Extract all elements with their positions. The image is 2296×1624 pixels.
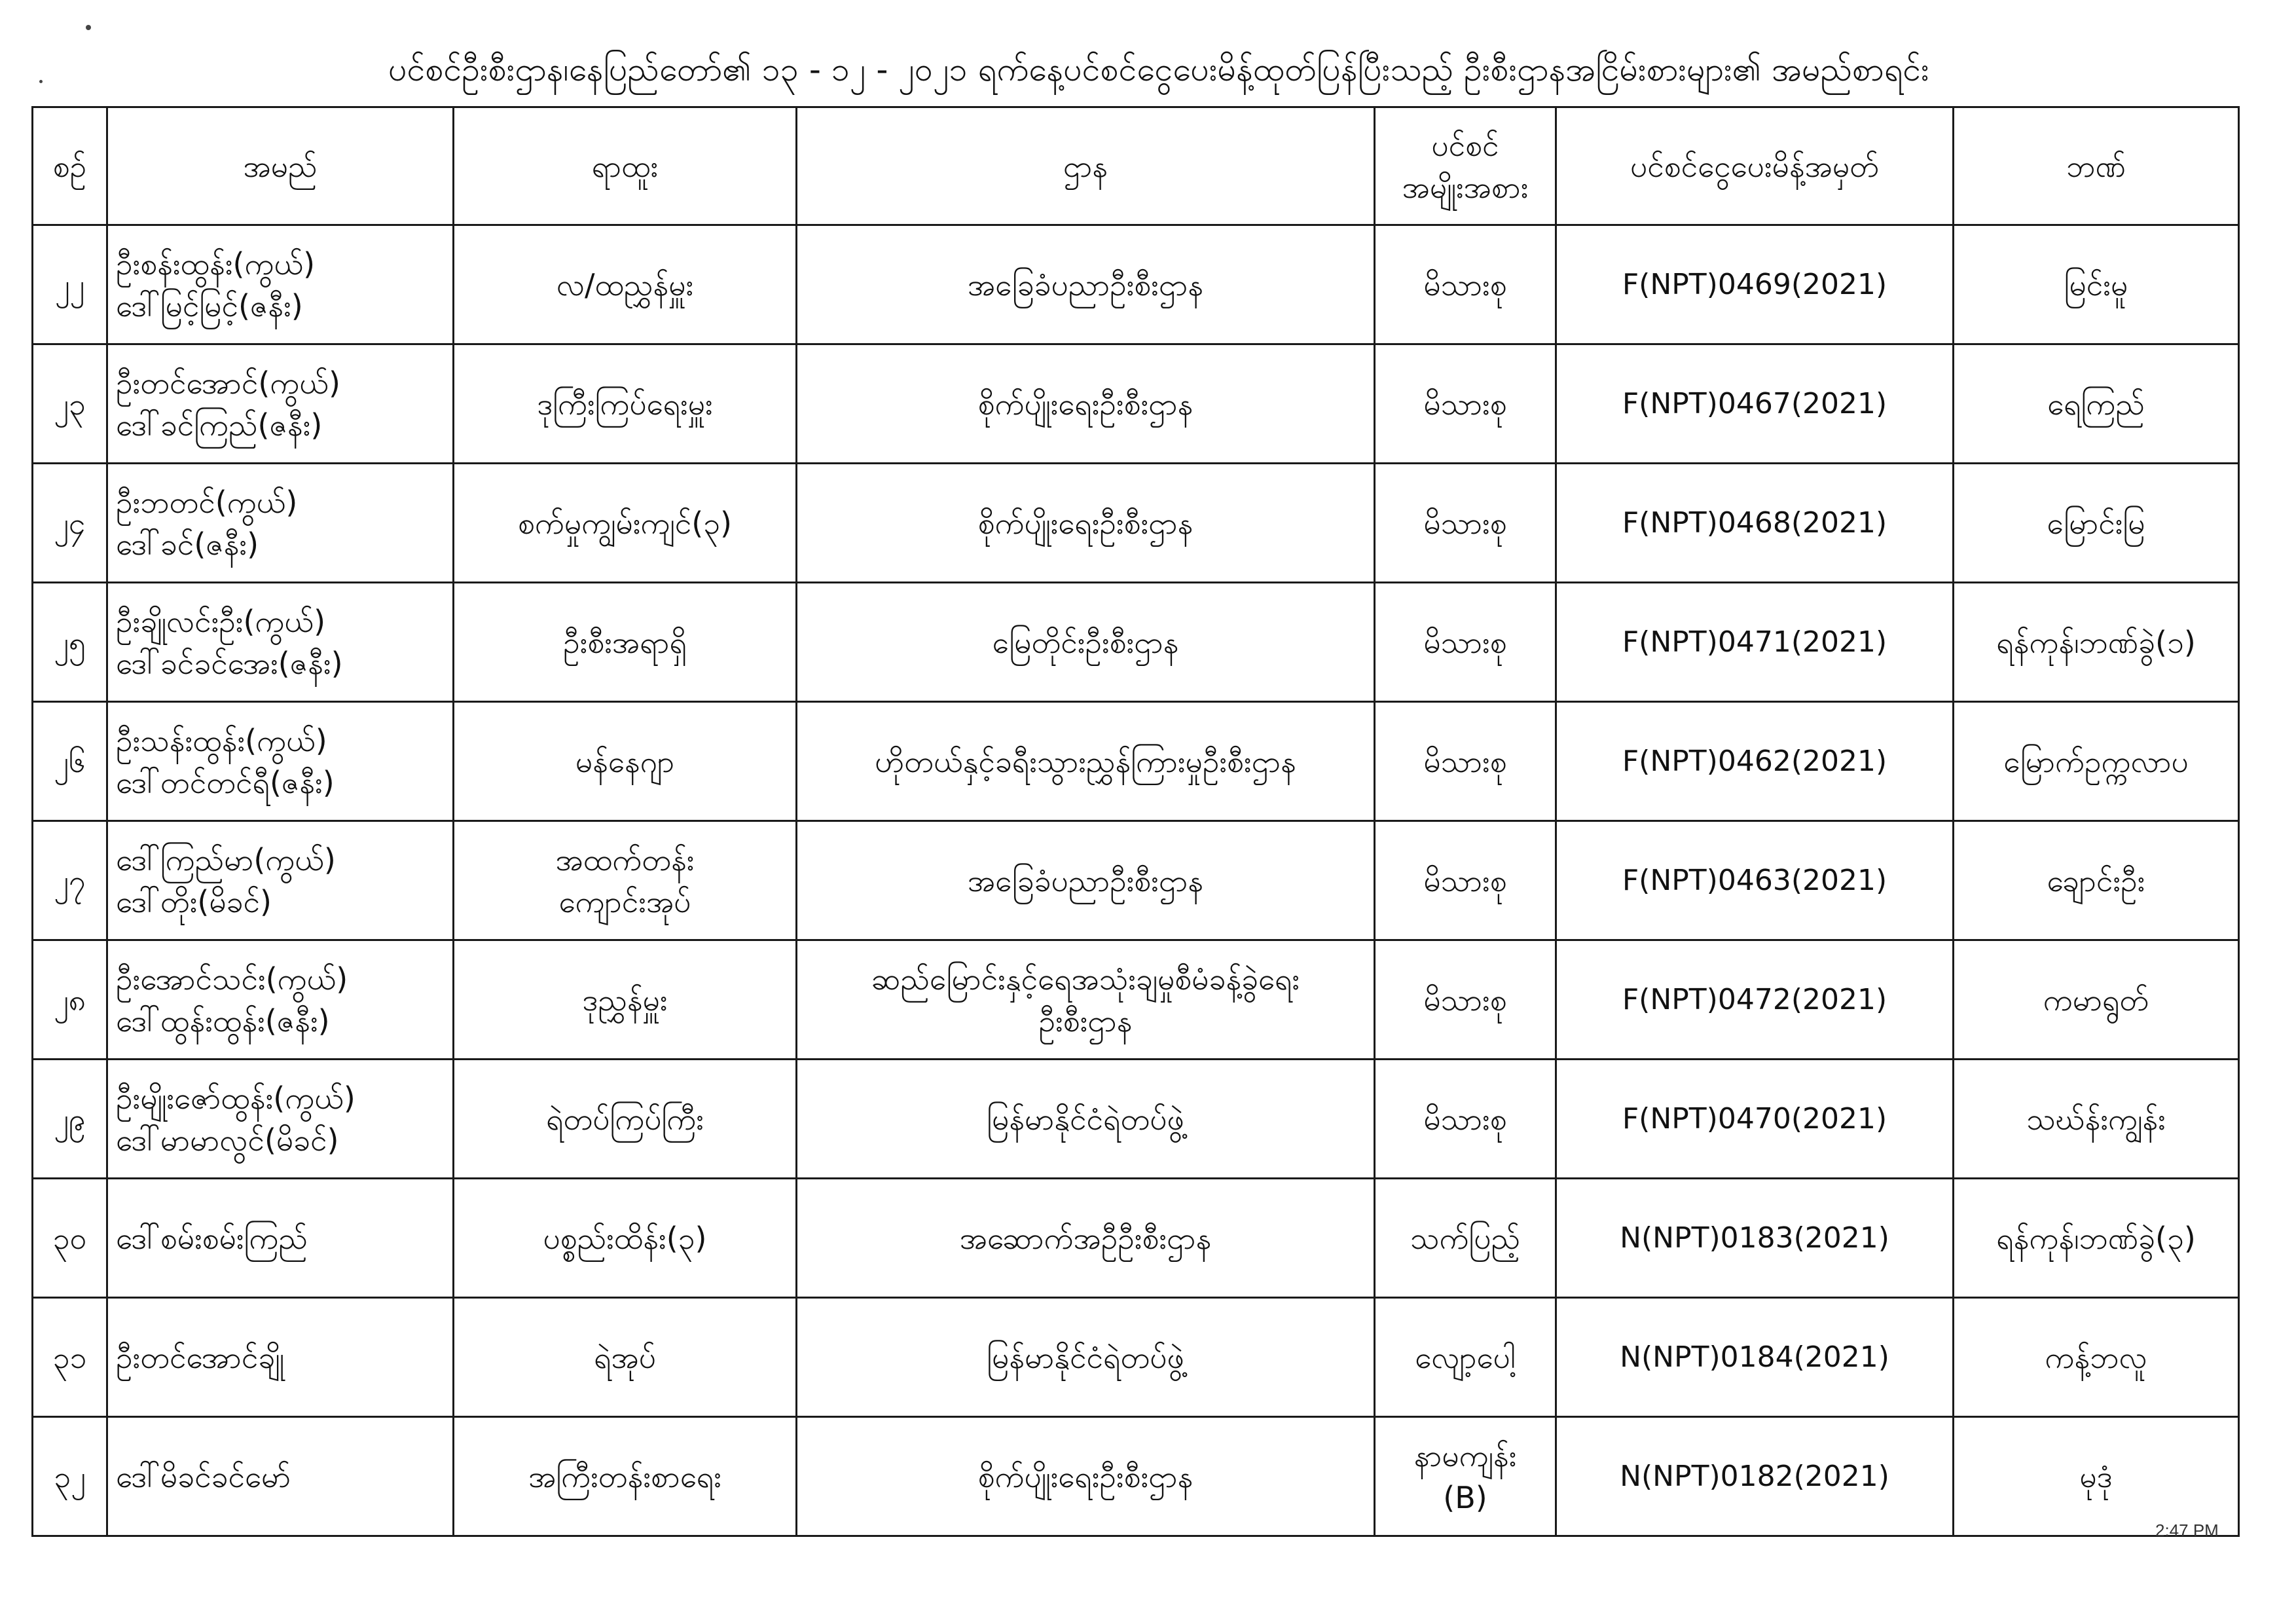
rank-cell (454, 702, 797, 821)
department-line: စိုက်ပျိုးရေးဦးစီးဌာန (977, 505, 1194, 541)
rank-cell (454, 344, 797, 464)
name-cell (107, 1060, 454, 1179)
order-no-cell (1556, 1060, 1954, 1179)
rank-line: အကြီးတန်းစာရေး (528, 1458, 721, 1494)
pension-type-cell (1375, 1298, 1556, 1417)
table-body (33, 225, 2239, 1536)
rank-line: လ/ထညွှန်မှူး (556, 267, 694, 303)
header-pension-type (1375, 107, 1556, 225)
order-no-text: F(NPT)0472(2021) (1622, 982, 1887, 1016)
header-pension-type-line-2: အမျိုးအစား (1402, 169, 1529, 205)
rank-cell (454, 821, 797, 940)
row-number (33, 464, 107, 583)
rank-cell (454, 583, 797, 702)
order-no-cell (1556, 1298, 1954, 1417)
table-row (33, 225, 2239, 344)
row-number (33, 1179, 107, 1298)
row-number-text: ၂၅ (54, 624, 86, 660)
order-no-cell (1556, 1417, 1954, 1536)
name-line: ဒေါ်ခင်(ဇနီး) (116, 526, 259, 562)
rank-line: ကျောင်းအုပ် (558, 883, 691, 919)
pension-type-line: မိသားစု (1423, 982, 1507, 1018)
bank-text: ချောင်းဦး (2047, 862, 2145, 898)
bank-cell (1954, 1179, 2239, 1298)
rank-line: မန်နေဂျာ (575, 743, 675, 779)
table-row (33, 821, 2239, 940)
department-line: ဦးစီးဌာန (1038, 1003, 1133, 1039)
row-number (33, 344, 107, 464)
bank-text: မုဒုံ (2079, 1458, 2113, 1494)
pension-type-cell (1375, 821, 1556, 940)
order-no-text: F(NPT)0468(2021) (1622, 506, 1887, 540)
name-line: ဦးသန်းထွန်း(ကွယ်) (116, 722, 327, 758)
bank-cell (1954, 702, 2239, 821)
pension-type-line: မိသားစု (1423, 267, 1507, 303)
name-cell (107, 821, 454, 940)
order-no-text: N(NPT)0183(2021) (1620, 1221, 1889, 1255)
department-line: အဆောက်အဦဦးစီးဌာန (959, 1220, 1212, 1256)
header-order-no: ပင်စင်ငွေပေးမိန့်အမှတ် (1556, 107, 1954, 225)
name-line: ဦးဘတင်(ကွယ်) (116, 484, 298, 520)
order-no-text: F(NPT)0462(2021) (1622, 744, 1887, 778)
pension-type-line: မိသားစု (1423, 862, 1507, 898)
department-cell (797, 225, 1375, 344)
name-cell (107, 464, 454, 583)
department-cell (797, 1179, 1375, 1298)
pension-type-line: နာမကျန်း (1413, 1437, 1517, 1473)
row-number (33, 1060, 107, 1179)
row-number (33, 1417, 107, 1536)
name-cell (107, 225, 454, 344)
department-line: မြန်မာနိုင်ငံရဲတပ်ဖွဲ့ (987, 1101, 1184, 1137)
bank-text: မြင်းမူ (2064, 267, 2128, 303)
name-line: ဒေါ်မြင့်မြင့်(ဇနီး) (116, 287, 303, 323)
header-department: ဌာန (797, 107, 1375, 225)
name-line: ဒေါ်တိုး(မိခင်) (116, 883, 272, 919)
order-no-text: N(NPT)0182(2021) (1620, 1459, 1889, 1493)
name-line: ဒေါ်မာမာလွင်(မိခင်) (116, 1122, 339, 1158)
rank-cell (454, 1417, 797, 1536)
department-cell (797, 1417, 1375, 1536)
order-no-text: F(NPT)0470(2021) (1622, 1101, 1887, 1135)
header-rank: ရာထူး (454, 107, 797, 225)
bank-cell (1954, 940, 2239, 1060)
table-row (33, 583, 2239, 702)
department-cell (797, 1298, 1375, 1417)
table-header-row (33, 107, 2239, 225)
pension-type-line: မိသားစု (1423, 624, 1507, 660)
row-number-text: ၂၉ (54, 1101, 86, 1137)
pension-type-cell (1375, 344, 1556, 464)
pension-type-cell (1375, 225, 1556, 344)
row-number (33, 940, 107, 1060)
name-line: ဒေါ်မိခင်ခင်မော် (116, 1458, 291, 1494)
pension-type-line: မိသားစု (1423, 505, 1507, 541)
table-row (33, 940, 2239, 1060)
department-cell (797, 464, 1375, 583)
pension-type-line: သက်ပြည့် (1410, 1220, 1520, 1256)
document-title: ပင်စင်ဦးစီးဌာန၊နေပြည်တော်၏ ၁၃ - ၁၂ - ၂၀၂၁ ရက်နေ့ပင်စင်ငွေပေးမိန့်ထုတ်ပြန်ပြီးသည့် ဦးစီးဌာနအငြိမ်းစားများ၏ အမည်စာရင်း (388, 50, 1929, 88)
table-row (33, 1417, 2239, 1536)
bank-cell (1954, 225, 2239, 344)
name-line: ဒေါ်ခင်ကြည်(ဇနီး) (116, 407, 323, 443)
department-line: စိုက်ပျိုးရေးဦးစီးဌာန (977, 1458, 1194, 1494)
name-cell (107, 1298, 454, 1417)
table-row (33, 344, 2239, 464)
name-line: ဒေါ်တင်တင်ရီ(ဇနီး) (116, 764, 335, 800)
order-no-cell (1556, 344, 1954, 464)
scan-timestamp: 2:47 PM (2155, 1521, 2219, 1540)
row-number-text: ၂၆ (54, 743, 86, 779)
order-no-cell (1556, 821, 1954, 940)
name-line: ဦးအောင်သင်း(ကွယ်) (116, 961, 348, 997)
rank-cell (454, 1060, 797, 1179)
bank-text: ကန့်ဘလူ (2045, 1339, 2147, 1375)
order-no-cell (1556, 464, 1954, 583)
rank-line: စက်မှုကျွမ်းကျင်(၃) (518, 505, 732, 541)
bank-text: မြောင်းမြ (2047, 505, 2145, 541)
rank-line: ဦးစီးအရာရှိ (563, 624, 687, 660)
pension-type-line: မိသားစု (1423, 1101, 1507, 1137)
order-no-text: F(NPT)0471(2021) (1622, 625, 1887, 659)
bank-text: သဃ်န်းကျွန်း (2026, 1101, 2166, 1137)
pension-type-cell (1375, 702, 1556, 821)
bank-text: ရန်ကုန်၊ဘဏ်ခွဲ(၃) (1996, 1220, 2196, 1256)
pension-type-cell (1375, 1179, 1556, 1298)
bank-cell (1954, 344, 2239, 464)
order-no-text: F(NPT)0467(2021) (1622, 386, 1887, 420)
pension-type-line: (B) (1443, 1479, 1487, 1515)
pension-roster-table (31, 106, 2240, 1537)
order-no-text: F(NPT)0463(2021) (1622, 863, 1887, 897)
scan-speck (86, 25, 91, 30)
name-line: ဦးမျိုးဇော်ထွန်း(ကွယ်) (116, 1080, 355, 1116)
rank-cell (454, 225, 797, 344)
department-cell (797, 583, 1375, 702)
row-number (33, 583, 107, 702)
department-cell (797, 821, 1375, 940)
name-line: ဦးစန်းထွန်း(ကွယ်) (116, 246, 316, 282)
order-no-text: F(NPT)0469(2021) (1622, 267, 1887, 301)
pension-type-line: မိသားစု (1423, 386, 1507, 422)
pension-type-line: လျော့ပေါ့ (1415, 1339, 1516, 1375)
name-line: ဦးတင်အောင်ချို (116, 1339, 285, 1375)
table-row (33, 702, 2239, 821)
pension-type-line: မိသားစု (1423, 743, 1507, 779)
name-line: ဦးချိုလင်းဦး(ကွယ်) (116, 603, 326, 639)
department-line: စိုက်ပျိုးရေးဦးစီးဌာန (977, 386, 1194, 422)
name-line: ဒေါ်ထွန်းထွန်း(ဇနီး) (116, 1003, 330, 1039)
bank-cell (1954, 821, 2239, 940)
row-number-text: ၂၈ (54, 982, 86, 1018)
rank-cell (454, 464, 797, 583)
row-number-text: ၃၀ (52, 1220, 87, 1256)
rank-cell (454, 1179, 797, 1298)
order-no-cell (1556, 940, 1954, 1060)
rank-line: ဒုကြီးကြပ်ရေးမှူး (537, 386, 713, 422)
rank-line: ရဲတပ်ကြပ်ကြီး (546, 1101, 704, 1137)
bank-cell (1954, 464, 2239, 583)
bank-cell (1954, 1417, 2239, 1536)
bank-cell (1954, 1060, 2239, 1179)
name-cell (107, 1179, 454, 1298)
department-line: အခြေခံပညာဦးစီးဌာန (967, 862, 1204, 898)
name-line: ဒေါ်ကြည်မာ(ကွယ်) (116, 841, 336, 877)
bank-text: ရေကြည် (2047, 386, 2145, 422)
row-number (33, 225, 107, 344)
rank-cell (454, 940, 797, 1060)
department-cell (797, 940, 1375, 1060)
department-line: အခြေခံပညာဦးစီးဌာန (967, 267, 1204, 303)
bank-text: ကမာရွတ် (2043, 982, 2149, 1018)
order-no-cell (1556, 583, 1954, 702)
row-number-text: ၂၄ (54, 505, 86, 541)
row-number (33, 702, 107, 821)
name-cell (107, 940, 454, 1060)
department-cell (797, 1060, 1375, 1179)
name-line: ဒေါ်စမ်းစမ်းကြည် (116, 1220, 308, 1256)
row-number (33, 821, 107, 940)
row-number-text: ၂၇ (54, 862, 86, 898)
bank-text: ရန်ကုန်၊ဘဏ်ခွဲ(၁) (1996, 624, 2196, 660)
scan-speck (39, 80, 43, 83)
pension-type-cell (1375, 1417, 1556, 1536)
header-bank: ဘဏ် (1954, 107, 2239, 225)
bank-cell (1954, 1298, 2239, 1417)
bank-cell (1954, 583, 2239, 702)
row-number-text: ၂၂ (54, 267, 85, 303)
pension-type-cell (1375, 1060, 1556, 1179)
pension-type-cell (1375, 940, 1556, 1060)
rank-cell (454, 1298, 797, 1417)
header-no: စဉ် (33, 107, 107, 225)
name-line: ဒေါ်ခင်ခင်အေး(ဇနီး) (116, 645, 343, 681)
name-line: ဦးတင်အောင်(ကွယ်) (116, 365, 340, 401)
department-line: မြေတိုင်းဦးစီးဌာန (992, 624, 1179, 660)
department-cell (797, 344, 1375, 464)
table-row (33, 1060, 2239, 1179)
order-no-text: N(NPT)0184(2021) (1620, 1340, 1889, 1374)
row-number-text: ၃၂ (54, 1458, 86, 1494)
order-no-cell (1556, 702, 1954, 821)
name-cell (107, 1417, 454, 1536)
bank-text: မြောက်ဥက္ကလာပ (2003, 743, 2189, 779)
rank-line: ရဲအုပ် (594, 1339, 656, 1375)
order-no-cell (1556, 225, 1954, 344)
row-number-text: ၃၁ (52, 1339, 87, 1375)
pension-type-cell (1375, 464, 1556, 583)
name-cell (107, 583, 454, 702)
name-cell (107, 702, 454, 821)
department-line: ဟိုတယ်နှင့်ခရီးသွားညွှန်ကြားမှုဦးစီးဌာန (875, 743, 1296, 779)
header-pension-type-line-1: ပင်စင် (1431, 127, 1499, 163)
name-cell (107, 344, 454, 464)
pension-type-cell (1375, 583, 1556, 702)
header-name: အမည် (107, 107, 454, 225)
rank-line: ဒုညွှန်မှူး (582, 982, 668, 1018)
table-row (33, 1298, 2239, 1417)
row-number (33, 1298, 107, 1417)
table-row (33, 464, 2239, 583)
row-number-text: ၂၃ (54, 386, 86, 422)
table-row (33, 1179, 2239, 1298)
order-no-cell (1556, 1179, 1954, 1298)
department-line: မြန်မာနိုင်ငံရဲတပ်ဖွဲ့ (987, 1339, 1184, 1375)
rank-line: ပစ္စည်းထိန်း(၃) (543, 1220, 707, 1256)
department-line: ဆည်မြောင်းနှင့်ရေအသုံးချမှုစီမံခန့်ခွဲရေး (871, 961, 1300, 997)
rank-line: အထက်တန်း (555, 841, 695, 877)
department-cell (797, 702, 1375, 821)
